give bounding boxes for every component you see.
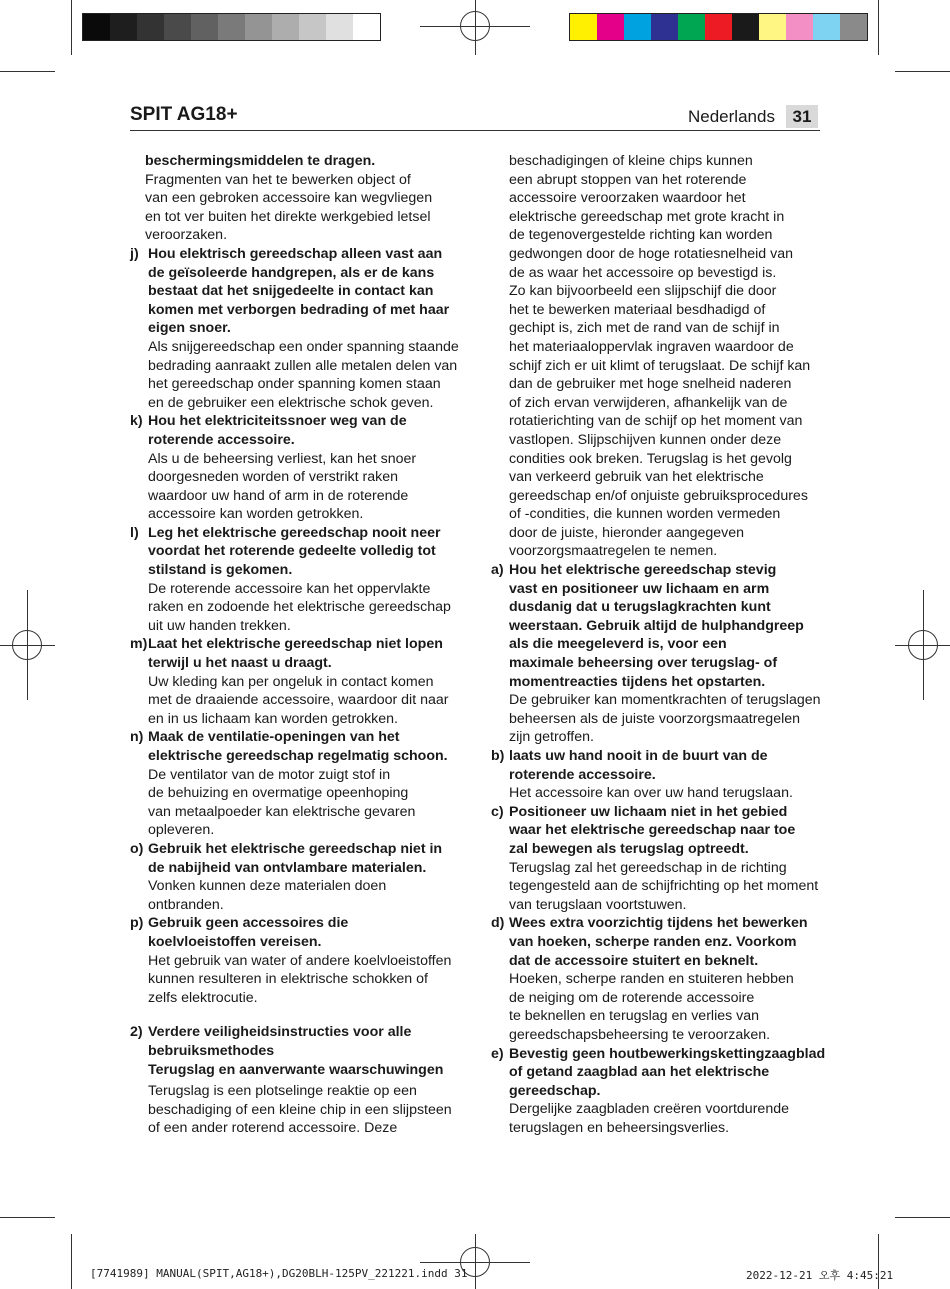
page-number: 31 [786, 105, 818, 128]
item-label: n) [130, 729, 144, 746]
item-body: uit uw handen trekken. [148, 617, 291, 634]
item-title: Maak de ventilatie-openingen van het [148, 729, 400, 746]
item-title: Wees extra voorzichtig tijdens het bewerken [509, 915, 808, 932]
item-body: te beknellen en terugslag en verlies van [509, 1008, 760, 1025]
color-swatch [353, 14, 380, 40]
color-swatch [732, 14, 759, 40]
item-title: gereedschap. [509, 1082, 601, 1099]
list-item [130, 524, 475, 636]
item-body: zijn getroffen. [509, 729, 594, 746]
item-content [148, 728, 475, 840]
item-label: p) [130, 915, 144, 932]
item-content [148, 412, 475, 524]
item-body: met de draaiende accessoire, waardoor dit naar [148, 692, 449, 709]
intro-text: Fragmenten van het te bewerken object of [145, 171, 411, 188]
item-label: e) [491, 1045, 504, 1062]
section-subtitle: Terugslag en aanverwante waarschuwingen [148, 1061, 444, 1078]
intro-text: rotatierichting van de schijf op het moment van [509, 413, 803, 430]
item-body: De ventilator van de motor zuigt stof in [148, 766, 391, 783]
item-body: van metaalpoeder kan elektrische gevaren [148, 803, 416, 820]
item-title: komen met verborgen bedrading of met haar [148, 301, 450, 318]
item-title: de geïsoleerde handgrepen, als er de kans [148, 264, 435, 281]
intro-text: vastlopen. Slijpschijven kunnen onder deze [509, 431, 782, 448]
item-content [509, 747, 836, 803]
intro-text: elektrische gereedschap met grote kracht in [509, 208, 785, 225]
item-label: o) [130, 840, 144, 857]
intro-text: voorzorgsmaatregelen te nemen. [509, 543, 718, 560]
item-content [509, 803, 836, 915]
grayscale-calibration-bar [82, 13, 381, 41]
color-swatch [570, 14, 597, 40]
item-title: elektrische gereedschap regelmatig schoon. [148, 748, 448, 764]
item-content [148, 245, 475, 412]
intro-text: veroorzaken. [145, 227, 228, 244]
intro-text: de as waar het accessoire op bevestigd is. [509, 264, 777, 281]
item-body: gereedschapsbeheersing te veroorzaken. [509, 1026, 771, 1043]
intro-text: dan de gebruiker met hoge snelheid naderen [509, 376, 792, 393]
intro-text: de tegenovergestelde richting kan worden [509, 227, 773, 244]
color-swatch [191, 14, 218, 40]
intro-text: Zo kan bijvoorbeeld een slijpschijf die door [509, 283, 777, 300]
color-swatch [137, 14, 164, 40]
intro-text: van verkeerd gebruik van het elektrische [509, 469, 764, 486]
item-label: c) [491, 803, 504, 820]
item-body: Terugslag zal het gereedschap in de richting [509, 859, 787, 876]
intro-text: beschadigingen of kleine chips kunnen [509, 153, 753, 169]
item-body: en de gebruiker een elektrische schok geven. [148, 394, 434, 411]
intro-text: gedwongen door de hoge rotatiesnelheid van [509, 245, 793, 262]
list-item [130, 728, 475, 840]
section-content [148, 1023, 475, 1138]
color-swatch [759, 14, 786, 40]
section-text: Terugslag is een plotselinge reaktie op een [148, 1083, 417, 1100]
item-title: maximale beheersing over terugslag- of [509, 655, 778, 672]
crop-mark [0, 1217, 55, 1218]
intro-text: schijf zich er uit klimt of terugslaat. De schijf kan [509, 357, 811, 374]
item-body: doorgesneden worden of verstrikt raken [148, 469, 398, 486]
crop-mark [895, 71, 950, 72]
color-swatch [624, 14, 651, 40]
header-divider [130, 130, 820, 131]
item-title: Hou elektrisch gereedschap alleen vast aan [148, 245, 443, 262]
intro-text: van een gebroken accessoire kan wegvliegen [145, 190, 433, 207]
item-title: Gebruik het elektrische gereedschap niet in [148, 840, 443, 857]
item-content [148, 635, 475, 728]
item-body: Vonken kunnen deze materialen doen [148, 878, 387, 895]
item-body: raken en zodoende het elektrische gereedschap [148, 599, 451, 616]
item-content [148, 914, 475, 1007]
item-title: van hoeken, scherpe randen enz. Voorkom [509, 933, 797, 950]
item-body: De gebruiker kan momentkrachten of terugslagen [509, 692, 821, 709]
color-swatch [218, 14, 245, 40]
item-title: Hou het elektrische gereedschap stevig [509, 562, 777, 579]
item-title: eigen snoer. [148, 320, 231, 337]
intro-text: accessoire veroorzaken waardoor het [509, 190, 746, 207]
item-title: Hou het elektriciteitssnoer weg van de [148, 413, 407, 430]
intro-text: het materiaaloppervlak ingraven waardoor de [509, 338, 794, 355]
crop-mark [0, 71, 55, 72]
footer-file-info: [7741989] MANUAL(SPIT,AG18+),DG20BLH-125PV_221221.indd 31 [90, 1267, 468, 1280]
item-content [509, 561, 836, 747]
item-title: Gebruik geen accessoires die [148, 915, 349, 932]
item-body: opleveren. [148, 822, 215, 839]
item-label: b) [491, 748, 505, 764]
color-swatch [678, 14, 705, 40]
crop-mark [878, 0, 879, 55]
crop-mark [71, 1234, 72, 1289]
section-body [148, 1082, 475, 1138]
list-item [130, 412, 475, 524]
intro-text: door de juiste, hieronder aangegeven [509, 524, 745, 541]
color-swatch [651, 14, 678, 40]
item-title: laats uw hand nooit in de buurt van de [509, 748, 768, 764]
item-title: Positioneer uw lichaam niet in het gebied [509, 803, 788, 820]
item-title: waar het elektrische gereedschap naar toe [509, 822, 796, 839]
item-title: dat de accessoire stuitert en beknelt. [509, 952, 759, 969]
list-item [491, 803, 836, 915]
item-body: terugslagen en beheersingsverlies. [509, 1119, 730, 1136]
item-body: bedrading aanraakt zullen alle metalen delen van [148, 357, 458, 374]
item-title: of getand zaagblad aan het elektrische [509, 1064, 770, 1081]
intro-text: condities ook breken. Terugslag is het gevolg [509, 450, 792, 467]
color-swatch [299, 14, 326, 40]
item-body: Dergelijke zaagbladen creëren voortdurende [509, 1101, 789, 1118]
color-swatch [705, 14, 732, 40]
item-body: Hoeken, scherpe randen en stuiteren hebben [509, 971, 794, 988]
item-body: Het gebruik van water of andere koelvloeistoffen [148, 952, 452, 969]
list-item [130, 914, 475, 1007]
item-title: roterende accessoire. [148, 431, 295, 448]
color-swatch [597, 14, 624, 40]
item-title: stilstand is gekomen. [148, 562, 293, 579]
crop-mark [71, 0, 72, 55]
left-column [130, 152, 475, 1138]
item-title: voordat het roterende gedeelte volledig tot [148, 543, 436, 560]
item-content [148, 524, 475, 636]
item-title: als die meegeleverd is, voor een [509, 636, 727, 653]
intro-text: gechipt is, zich met de rand van de schijf in [509, 320, 780, 337]
item-title: de nabijheid van ontvlambare materialen. [148, 859, 427, 876]
item-title: roterende accessoire. [509, 766, 656, 783]
intro-block [130, 152, 475, 245]
list-item [491, 914, 836, 1044]
section-text: beschadiging of een kleine chip in een slijpsteen [148, 1101, 452, 1118]
item-title: zal bewegen als terugslag optreedt. [509, 840, 749, 857]
item-title: weerstaan. Gebruik altijd de hulphandgreep [509, 617, 804, 634]
color-swatch [245, 14, 272, 40]
item-body: het gereedschap onder spanning komen staan [148, 376, 441, 393]
item-title: koelvloeistoffen vereisen. [148, 933, 322, 950]
right-column [491, 152, 836, 1137]
item-body: en in us lichaam kan worden getrokken. [148, 710, 398, 727]
item-content [148, 840, 475, 914]
item-title: terwijl u het naast u draagt. [148, 655, 332, 672]
item-label: k) [130, 413, 143, 430]
list-item [491, 1045, 836, 1138]
list-item [130, 635, 475, 728]
item-title: dusdanig dat u terugslagkrachten kunt [509, 599, 771, 616]
section-2 [130, 1023, 475, 1138]
color-swatch [326, 14, 353, 40]
item-title: Laat het elektrische gereedschap niet lopen [148, 636, 443, 653]
list-item [491, 747, 836, 803]
item-body: waardoor uw hand of arm in de roterende [148, 487, 409, 504]
crop-mark [895, 1217, 950, 1218]
item-label: m) [130, 636, 148, 653]
color-swatch [813, 14, 840, 40]
language-label: Nederlands [688, 107, 775, 126]
item-body: van terugslaan voortstuwen. [509, 896, 687, 913]
item-title: Bevestig geen houtbewerkingskettingzaagblad [509, 1045, 826, 1062]
section-title: Verdere veiligheidsinstructies voor alle [148, 1024, 412, 1041]
item-body: Het accessoire kan over uw hand terugslaan. [509, 785, 793, 802]
item-title: Leg het elektrische gereedschap nooit neer [148, 524, 441, 541]
item-body: de behuizing en overmatige opeenhoping [148, 785, 409, 802]
item-content [509, 914, 836, 1044]
color-calibration-bar [569, 13, 868, 41]
item-title: vast en positioneer uw lichaam en arm [509, 580, 770, 597]
color-swatch [840, 14, 867, 40]
intro-text: of -condities, die kunnen worden vermeden [509, 506, 781, 523]
item-body: beheersen als de juiste voorzorgsmaatregelen [509, 710, 801, 727]
item-body: zelfs elektrocutie. [148, 989, 258, 1006]
item-label: d) [491, 915, 505, 932]
section-text: of een ander roterend accessoire. Deze [148, 1120, 398, 1137]
item-body: ontbranden. [148, 896, 224, 913]
section-number: 2) [130, 1024, 143, 1041]
item-label: l) [130, 524, 139, 541]
item-body: De roterende accessoire kan het oppervlakte [148, 580, 431, 597]
page-title: SPIT AG18+ [130, 104, 238, 125]
item-body: de neiging om de roterende accessoire [509, 989, 755, 1006]
intro-text: een abrupt stoppen van het roterende [509, 171, 747, 188]
color-swatch [164, 14, 191, 40]
color-swatch [83, 14, 110, 40]
color-swatch [110, 14, 137, 40]
list-item [491, 561, 836, 747]
item-title: momentreacties tijdens het opstarten. [509, 673, 766, 690]
intro-block [491, 152, 836, 561]
color-swatch [786, 14, 813, 40]
item-label: a) [491, 562, 504, 579]
item-body: Als snijgereedschap een onder spanning staande [148, 338, 459, 355]
item-body: tegengesteld aan de schijfrichting op het moment [509, 878, 819, 895]
item-label: j) [130, 245, 139, 262]
intro-text: gereedschap en/of onjuiste gebruiksprocedures [509, 487, 808, 504]
section-title: bebruiksmethodes [148, 1042, 275, 1059]
item-title: bestaat dat het snijgedeelte in contact kan [148, 283, 434, 300]
item-content [509, 1045, 836, 1138]
footer-timestamp: 2022-12-21 오후 4:45:21 [746, 1269, 894, 1282]
intro-text: of zich ervan verwijderen, afhankelijk van de [509, 394, 788, 411]
list-item [130, 245, 475, 412]
list-item [130, 840, 475, 914]
intro-text: en tot ver buiten het direkte werkgebied letsel [145, 208, 431, 225]
item-body: Als u de beheersing verliest, kan het snoer [148, 450, 417, 467]
item-body: accessoire kan worden getrokken. [148, 506, 364, 523]
item-body: Uw kleding kan per ongeluk in contact komen [148, 673, 434, 690]
item-body: kunnen resulteren in elektrische schokken of [148, 971, 428, 988]
intro-text: het te bewerken materiaal besdhadigd of [509, 301, 766, 318]
intro-bold: beschermingsmiddelen te dragen. [145, 153, 376, 169]
color-swatch [272, 14, 299, 40]
